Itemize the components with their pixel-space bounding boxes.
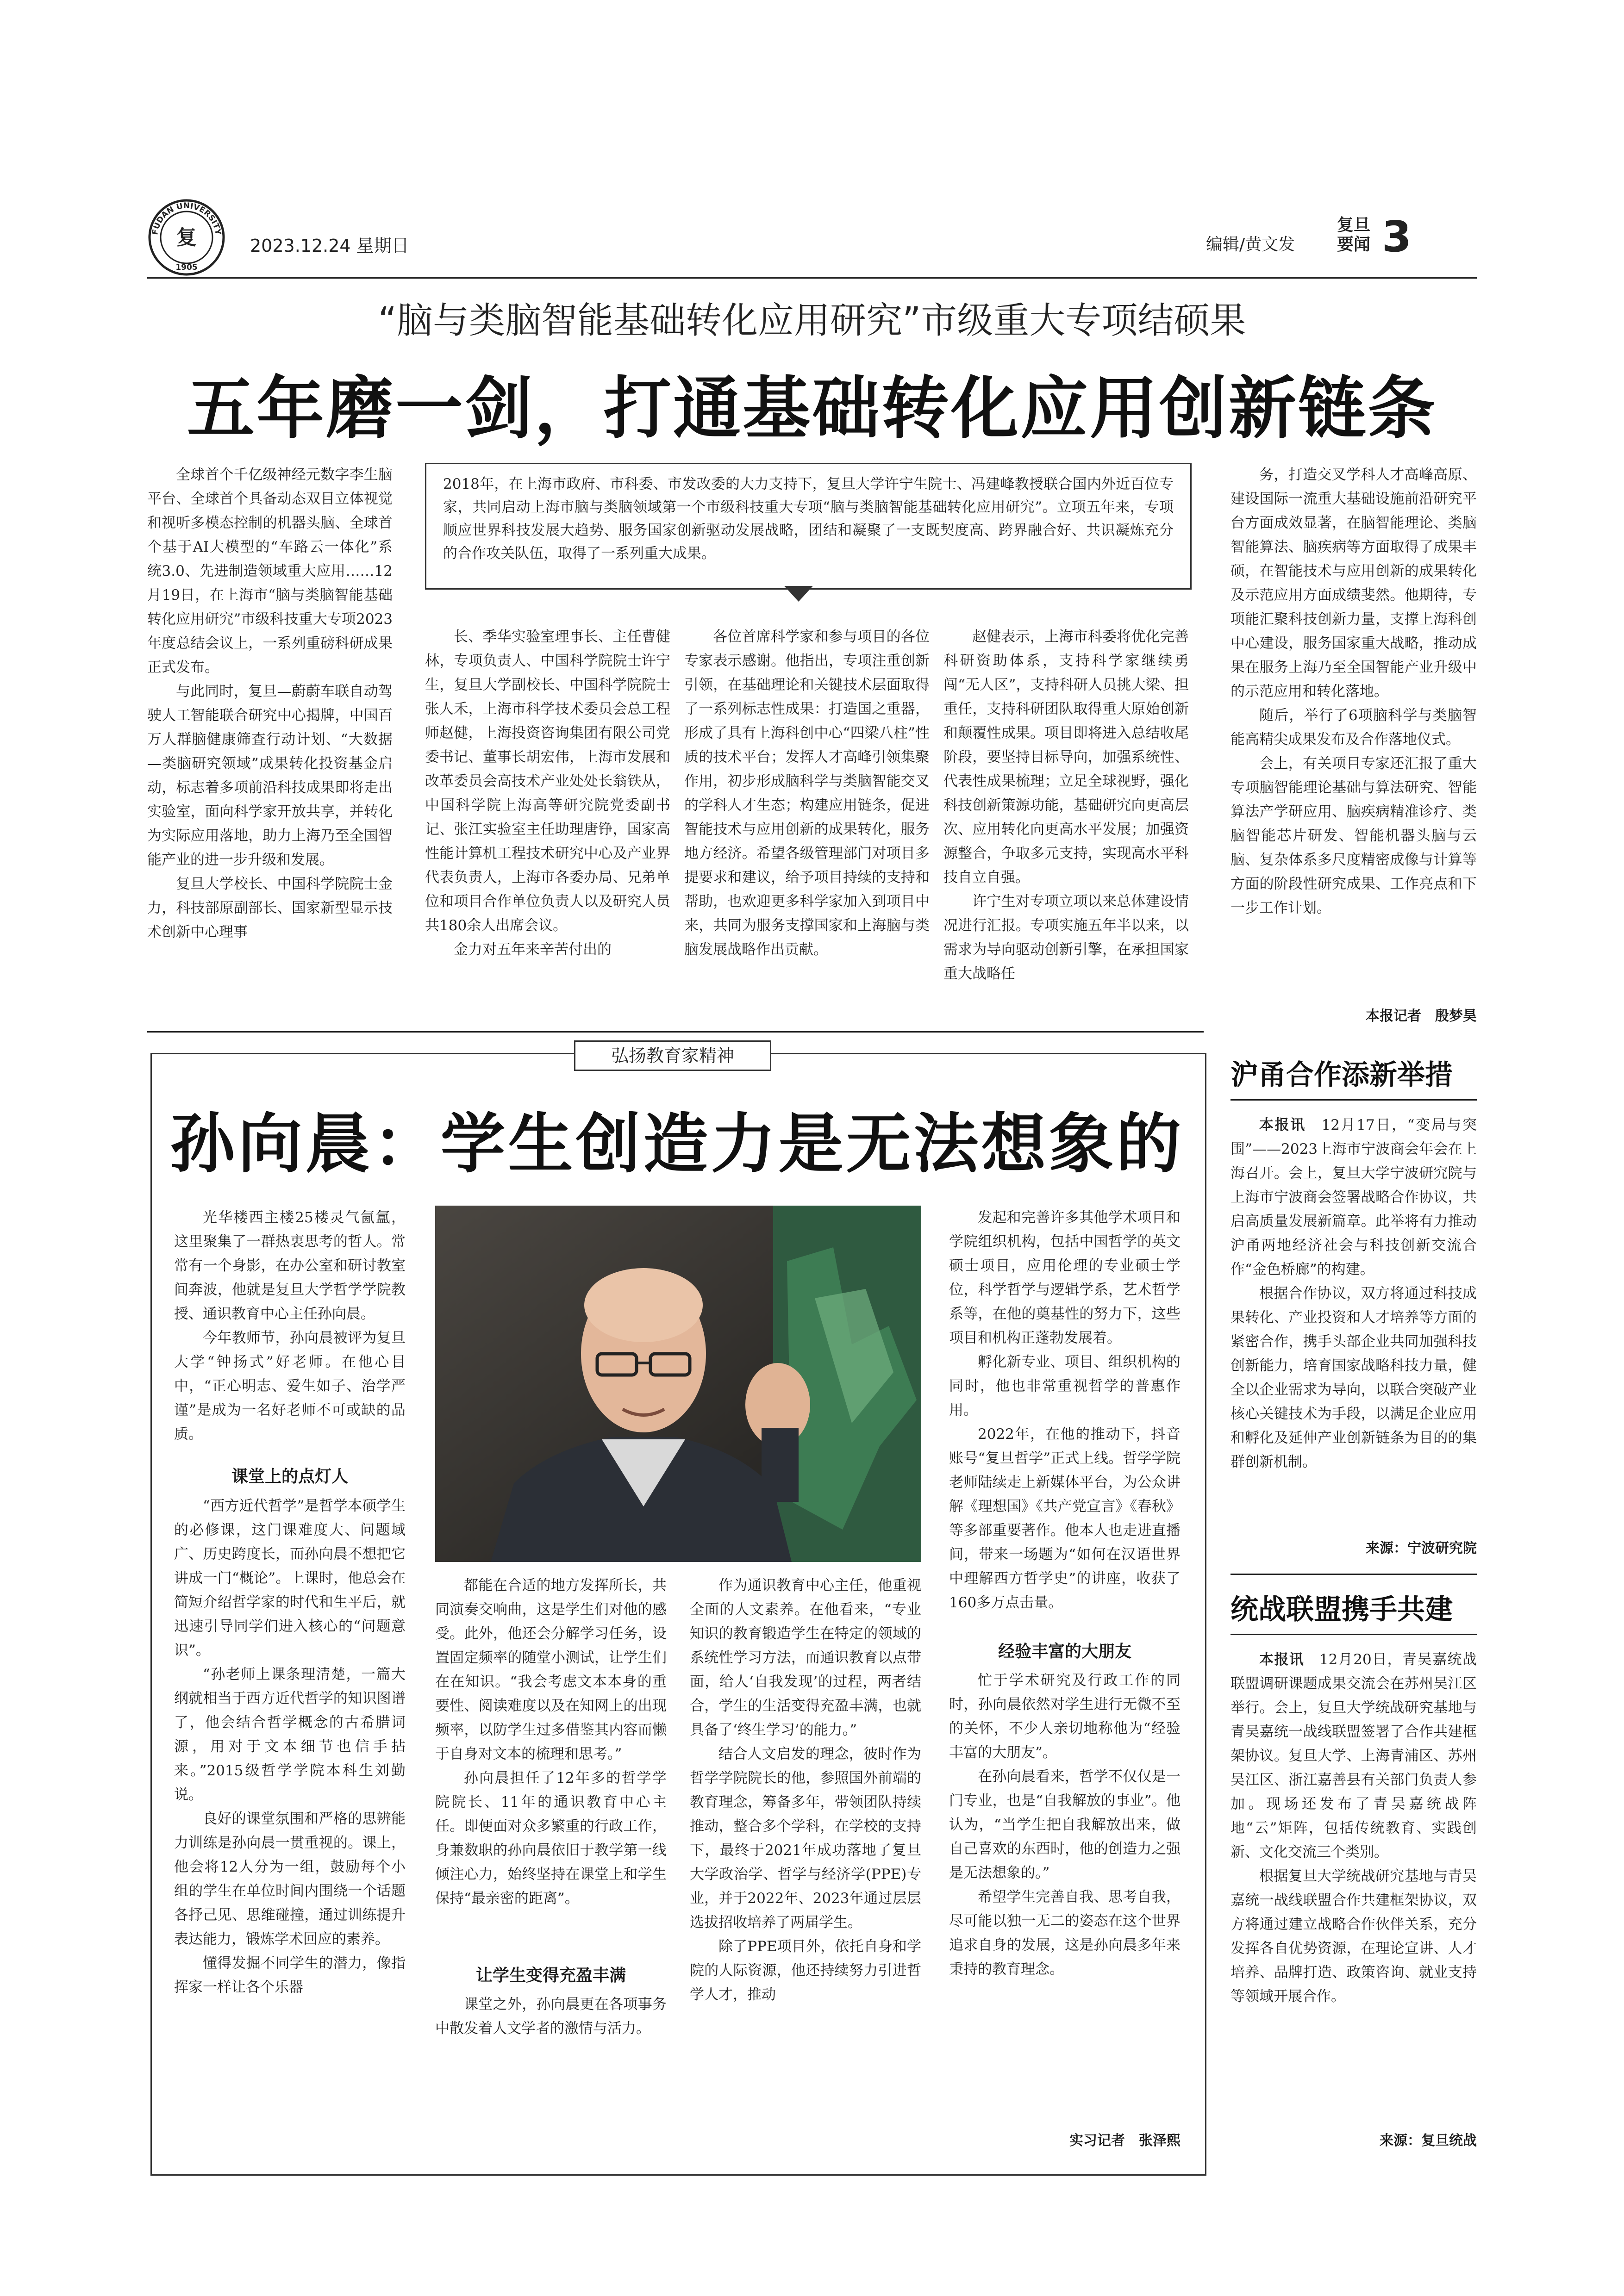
paragraph: “西方近代哲学”是哲学本硕学生的必修课，这门课难度大、问题域广、历史跨度长，而孙向晨不想把它讲成一门“概论”。上课时，他总会在简短介绍哲学家的时代和生平后，就迅速引导同学们进入核心的“问题意识”。: [174, 1498, 406, 1659]
feature-section-1: [174, 1494, 406, 1999]
side2-lead-label: 本报讯: [1259, 1651, 1305, 1668]
paragraph: 忙于学术研究及行政工作的同时，孙向晨依然对学生进行无微不至的关怀，不少人亲切地称他为“经验丰富的大朋友”。: [949, 1672, 1181, 1761]
paragraph: 在孙向晨看来，哲学不仅仅是一门专业，也是“自我解放的事业”。他认为，“当学生把自我解放出来，做自己喜欢的东西时，他的创造力之强是无法想象的。”: [949, 1768, 1181, 1881]
feature-photo: [435, 1206, 921, 1562]
lead-column-5: [1230, 463, 1477, 920]
side1-lead-paragraph: [1230, 1113, 1477, 1282]
paragraph: 孙向晨担任了12年多的哲学学院院长、11年的通识教育中心主任。即便面对众多繁重的行政工作，身兼数职的孙向晨依旧于教学第一线倾注心力，始终坚持在课堂上和学生保持“最亲密的距离”。: [435, 1770, 667, 1907]
paragraph: 2022年，在他的推动下，抖音账号“复旦哲学”正式上线。哲学学院老师陆续走上新媒体平台，为公众讲解《理想国》《共产党宣言》《春秋》等多部重要著作。他本人也走进直播间，带来一场题为“如何在汉语世界中理解西方哲学史”的讲座，收获了160多万点击量。: [949, 1426, 1181, 1611]
paragraph: 作为通识教育中心主任，他重视全面的人文素养。在他看来，“专业知识的教育锻造学生在特定的领域的系统性学习方法，而通识教育以点带面，给人‘自我发现’的过程，两者结合，学生的生活变得充盈丰满，也就具备了‘终生学习’的能力。”: [690, 1577, 921, 1738]
feature-tag: 弘扬教育家精神: [574, 1040, 771, 1071]
paragraph: 都能在合适的地方发挥所长，共同演奏交响曲，这是学生们对他的感受。此外，他还会分解学习任务，设置固定频率的随堂小测试，让学生们在在知识。“我会考虑文本本身的重要性、阅读难度以及在知网上的出现频率，以防学生过多借鉴其内容而懒于自身对文本的梳理和思考。”: [435, 1577, 667, 1762]
lead-kicker: “脑与类脑智能基础转化应用研究”市级重大专项结硕果: [378, 300, 1246, 342]
side1-rule: [1230, 1099, 1477, 1101]
svg-text:FUDAN UNIVERSITY: FUDAN UNIVERSITY: [150, 201, 223, 236]
feature-subhead-3: 经验丰富的大朋友: [998, 1642, 1131, 1661]
side2-body: [1230, 1648, 1477, 2009]
paragraph: 长、季华实验室理事长、主任曹健林，专项负责人、中国科学院院士许宁生，复旦大学副校长、中国科学院院士张人禾，上海市科学技术委员会总工程师赵健，上海投资咨询集团有限公司党委书记、董事长胡宏伟，上海市发展和改革委员会高技术产业处处长翁铁从，中国科学院上海高等研究院党委副书记、张江实验室主任助理唐铮，国家高性能计算机工程技术研究中心及产业界代表负责人，上海市各委办局、兄弟单位和项目合作单位负责人以及研究人员共180余人出席会议。: [425, 628, 670, 934]
feature-byline: 实习记者 张泽熙: [1069, 2133, 1181, 2149]
side2-first-text: 12月20日，青吴嘉统战联盟调研课题成果交流会在苏州吴江区举行。会上，复旦大学统战研究基地与青吴嘉统一战线联盟签署了合作共建框架协议。复旦大学、上海青浦区、苏州吴江区、浙江嘉善县有关部门负责人参加。现场还发布了青吴嘉统战阵地“云”矩阵，包括传统教育、实践创新、文化交流三个类别。: [1230, 1651, 1477, 1860]
paragraph: 各位首席科学家和参与项目的各位专家表示感谢。他指出，专项注重创新引领，在基础理论和关键技术层面取得了一系列标志性成果：打造国之重器，形成了具有上海科创中心“四梁八柱”性质的技术平台；发挥人才高峰引领集聚作用，初步形成脑科学与类脑智能交叉的学科人才生态；构建应用链条，促进智能技术与应用创新的成果转化，服务地方经济。希望各级管理部门对项目多提要求和建议，给予项目持续的支持和帮助，也欢迎更多科学家加入到项目中来，共同为服务支撑国家和上海脑与类脑发展战略作出贡献。: [684, 628, 930, 958]
side1-headline: 沪甬合作添新举措: [1230, 1059, 1453, 1091]
paragraph: 随后，举行了6项脑科学与类脑智能高精尖成果发布及合作落地仪式。: [1230, 707, 1477, 748]
lead-divider: [147, 1031, 1204, 1033]
side1-lead-label: 本报讯: [1259, 1117, 1306, 1133]
paragraph: 结合人文启发的理念，彼时作为哲学学院院长的他，参照国外前端的教育理念，筹备多年，带领团队持续推动，整合多个学科，在学校的支持下，最终于2021年成功落地了复旦大学政治学、哲学与经济学(PPE)专业，并于2022年、2023年通过层层选拔招收培养了两届学生。: [690, 1746, 921, 1931]
feature-section-2: [435, 1992, 667, 2041]
feature-subhead-1: 课堂上的点灯人: [231, 1467, 348, 1486]
paragraph: 许宁生对专项立项以来总体建设情况进行汇报。专项实施五年半以来，以需求为导向驱动创新引擎，在承担国家重大战略任: [943, 893, 1189, 982]
lead-column-4: [943, 625, 1189, 986]
side1-body: [1230, 1113, 1477, 1474]
lead-intro: 2018年，在上海市政府、市科委、市发改委的大力支持下，复旦大学许宁生院士、冯建峰教授联合国内外近百位专家，共同启动上海市脑与类脑领域第一个市级科技重大专项“脑与类脑智能基础转化应用研究”。立项五年来，专项顺应世界科技发展大趋势、服务国家创新驱动发展战略，团结和凝聚了一支既契度高、跨界融合好、共识凝炼充分的合作攻关队伍，取得了一系列重大成果。: [443, 476, 1174, 562]
side1-source: 来源：宁波研究院: [1366, 1540, 1477, 1556]
svg-text:1905: 1905: [175, 263, 198, 272]
side1-first-text: 12月17日，“变局与突围”——2023上海市宁波商会年会在上海召开。会上，复旦大学宁波研究院与上海市宁波商会签署战略合作协议，共启高质量发展新篇章。此举将有力推动沪甬两地经济社会与科技创新交流合作“金色桥廊”的构建。: [1230, 1117, 1477, 1278]
university-seal: [147, 198, 226, 277]
paragraph: 除了PPE项目外，依托自身和学院的人际资源，他还持续努力引进哲学人才，推动: [690, 1938, 921, 2003]
paragraph: 良好的课堂氛围和严格的思辨能力训练是孙向晨一贯重视的。课上，他会将12人分为一组，鼓励每个小组的学生在单位时间内围绕一个话题各抒己见、思维碰撞，通过训练提升表达能力，锻炼学术回应的素养。: [174, 1811, 406, 1948]
paragraph: 根据合作协议，双方将通过科技成果转化、产业投资和人才培养等方面的紧密合作，携手头部企业共同加强科技创新能力，培育国家战略科技力量，健全以企业需求为导向，以联合突破产业核心关键技术为手段，以满足企业应用和孵化及延伸产业创新链条为目的的集群创新机制。: [1230, 1285, 1477, 1470]
paragraph: “孙老师上课条理清楚，一篇大纲就相当于西方近代哲学的知识图谱了，他会结合哲学概念的古希腊词源，用对于文本细节也信手拈来。”2015级哲学学院本科生刘勤说。: [174, 1666, 406, 1803]
paragraph: 与此同时，复旦—蔚蔚车联自动驾驶人工智能联合研究中心揭牌，中国百万人群脑健康筛查行动计划、“大数据—类脑研究领域”成果转化投资基金启动，标志着多项前沿科技成果即将走出实验室，面向科学家开放共享，并转化为实际应用落地，助力上海乃至全国智能产业的进一步升级和发展。: [147, 683, 393, 868]
lead-headline: 五年磨一剑，打通基础转化应用创新链条: [187, 369, 1437, 448]
lead-intro-box: [425, 463, 1192, 590]
paragraph: 复旦大学校长、中国科学院院士金力，科技部原副部长、国家新型显示技术创新中心理事: [147, 876, 393, 940]
section-name: 复旦要闻: [1337, 215, 1371, 254]
feature-column-4-bottom: [949, 1668, 1181, 1981]
issue-date: 2023.12.24 星期日: [250, 236, 409, 256]
svg-text:复: 复: [176, 226, 197, 249]
feature-column-3: [690, 1574, 921, 2007]
side2-rule: [1230, 1634, 1477, 1635]
paragraph: 孵化新专业、项目、组织机构的同时，他也非常重视哲学的普惠作用。: [949, 1354, 1181, 1419]
paragraph: 赵健表示，上海市科委将优化完善科研资助体系，支持科学家继续勇闯“无人区”，支持科研人员挑大梁、担重任，支持科研团队取得重大原始创新和颠覆性成果。项目即将进入总结收尾阶段，要坚持目标导向，加强系统性、代表性成果梳理；立足全球视野，强化科技创新策源功能，基础研究向更高层次、应用转化向更高水平发展；加强资源整合，争取多元支持，实现高水平科技自立自强。: [943, 628, 1189, 886]
page-number: 3: [1382, 212, 1412, 261]
lead-column-2: [425, 625, 670, 962]
paragraph: 发起和完善许多其他学术项目和学院组织机构，包括中国哲学的英文硕士项目，应用伦理的专业硕士学位，科学哲学与逻辑学系，艺术哲学系等，在他的奠基性的努力下，这些项目和机构正蓬勃发展着。: [949, 1209, 1181, 1346]
side2-rest: [1230, 1864, 1477, 2009]
paragraph: 根据复旦大学统战研究基地与青吴嘉统一战线联盟合作共建框架协议，双方将通过建立战略合作伙伴关系，充分发挥各自优势资源，在理论宣讲、人才培养、品牌打造、政策咨询、就业支持等领域开展合作。: [1230, 1868, 1477, 2005]
paragraph: 金力对五年来辛苦付出的: [454, 941, 612, 958]
fudan-seal-icon: [147, 198, 226, 277]
lead-column-1: [147, 463, 393, 944]
intro-pointer-icon: [782, 584, 815, 604]
masthead-rule: [147, 277, 1477, 279]
paragraph: 课堂之外，孙向晨更在各项事务中散发着人文学者的激情与活力。: [435, 1996, 667, 2037]
feature-subhead-2: 让学生变得充盈丰满: [475, 1966, 626, 1985]
portrait-photo-icon: [435, 1206, 921, 1562]
paragraph: 全球首个千亿级神经元数字李生脑平台、全球首个具备动态双目立体视觉和视听多模态控制的机器头脑、全球首个基于AI大模型的“车路云一体化”系统3.0、先进制造领域重大应用……12月19日，在上海市“脑与类脑智能基础转化应用研究”市级科技重大专项2023年度总结会议上，一系列重磅科研成果正式发布。: [147, 467, 393, 676]
feature-intro: [174, 1206, 406, 1446]
sidebar-divider: [1230, 1574, 1477, 1575]
side2-lead-paragraph: [1230, 1648, 1477, 1864]
feature-middle-column: [435, 1574, 667, 1910]
page-editor: 编辑/黄文发: [1206, 235, 1295, 254]
paragraph: 务，打造交叉学科人才高峰高原、建设国际一流重大基础设施前沿研究平台方面成效显著，在脑智能理论、类脑智能算法、脑疾病等方面取得了成果丰硕，在智能技术与应用创新的成果转化及示范应用方面成绩斐然。他期待，专项能汇聚科技创新力量，支撑上海科创中心建设，服务国家重大战略，推动成果在服务上海乃至全国智能产业升级中的示范应用和转化落地。: [1230, 467, 1477, 700]
paragraph: 光华楼西主楼25楼灵气氤氲，这里聚集了一群热衷思考的哲人。常常有一个身影，在办公室和研讨教室间奔波，他就是复旦大学哲学学院教授、通识教育中心主任孙向晨。: [174, 1209, 406, 1322]
side2-source: 来源：复旦统战: [1380, 2133, 1477, 2149]
paragraph: 今年教师节，孙向晨被评为复旦大学“钟扬式”好老师。在他心目中，“正心明志、爱生如子、治学严谨”是成为一名好老师不可或缺的品质。: [174, 1330, 406, 1443]
feature-headline: 孙向晨：学生创造力是无法想象的: [170, 1106, 1184, 1182]
paragraph: 希望学生完善自我、思考自我，尽可能以独一无二的姿态在这个世界追求自身的发展，这是孙向晨多年来秉持的教育理念。: [949, 1889, 1181, 1978]
lead-column-3: [684, 625, 930, 962]
side2-headline: 统战联盟携手共建: [1230, 1593, 1453, 1626]
paragraph: 懂得发掘不同学生的潜力，像指挥家一样让各个乐器: [174, 1955, 406, 1996]
lead-byline: 本报记者 殷梦昊: [1366, 1008, 1477, 1024]
side1-rest: [1230, 1282, 1477, 1474]
paragraph: 会上，有关项目专家还汇报了重大专项脑智能理论基础与算法研究、智能算法产学研应用、脑疾病精准诊疗、类脑智能芯片研发、智能机器头脑与云脑、复杂体系多尺度精密成像与计算等方面的阶段性研究成果、工作亮点和下一步工作计划。: [1230, 755, 1477, 916]
feature-column-4-top: [949, 1206, 1181, 1615]
